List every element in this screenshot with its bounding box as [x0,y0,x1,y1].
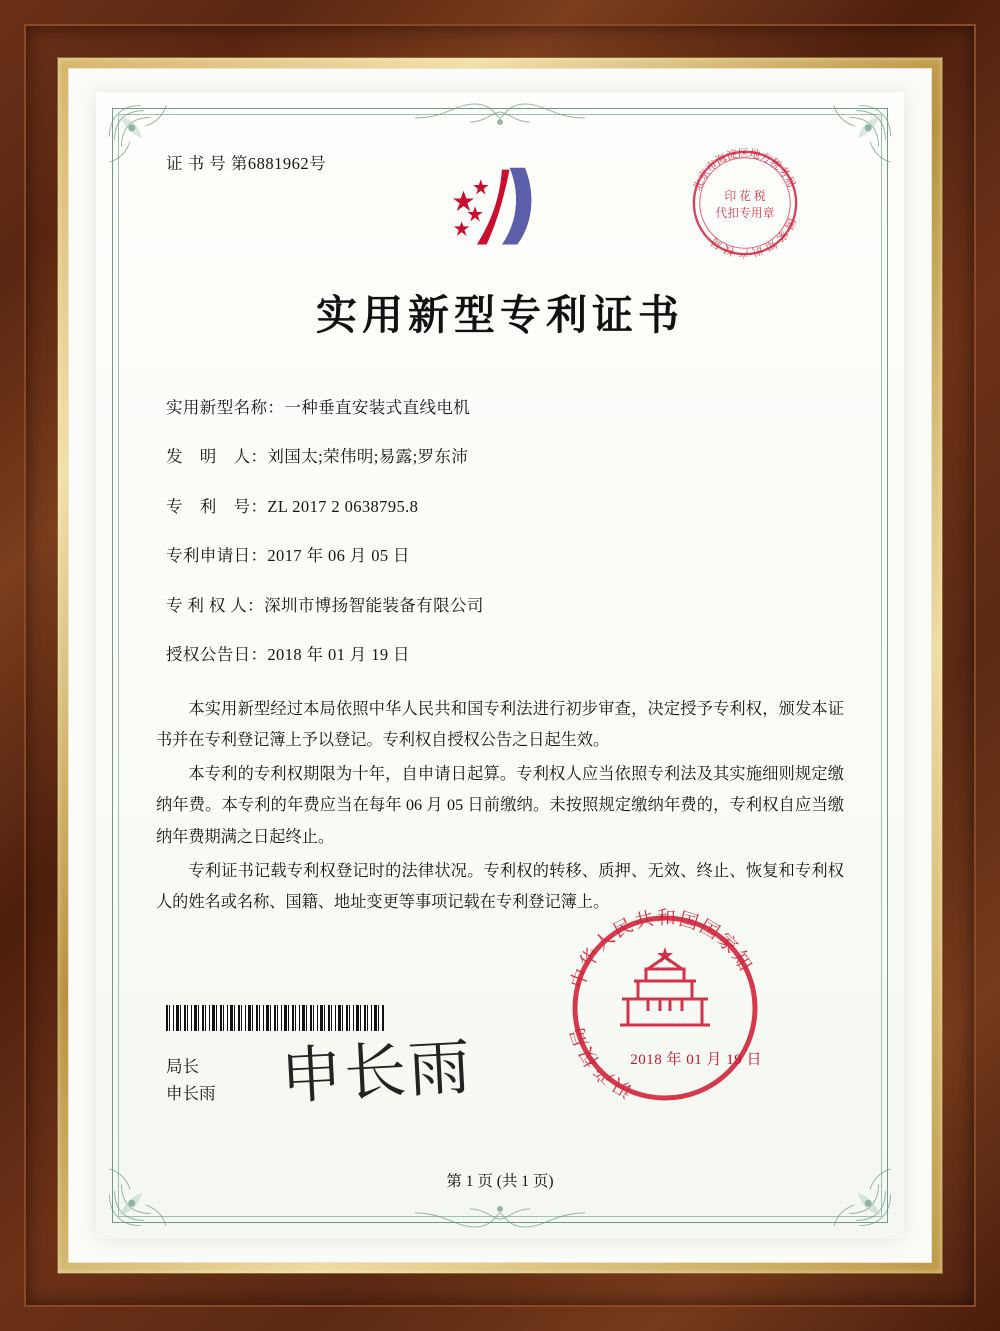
svg-text:中华人民共和国国家知: 中华人民共和国国家知 [567,907,757,992]
field-label: 实用新型名称： [166,398,285,417]
field-label: 专 利 号： [166,496,268,516]
field-row-grant-date [166,644,848,665]
legal-text [156,694,844,919]
legal-paragraph: 本实用新型经过本局依照中华人民共和国专利法进行初步审查，决定授予专利权，颁发本证书并在专利登记簿上予以登记。专利权自授权公告之日起生效。 [156,699,844,750]
certificate-content [152,138,848,1199]
certificate-number: 证 书 号 第6881962号 [166,154,327,173]
handwritten-signature: 申长雨 [278,1030,475,1113]
svg-text:北京市海淀区地方税务局: 北京市海淀区地方税务局 [691,147,798,193]
svg-text:国 家 知 识 产 权 局: 国 家 知 识 产 权 局 [708,216,798,259]
field-value: 2018 年 01 月 19 日 [267,645,410,665]
field-row-patentee [166,595,848,616]
field-label: 专利申请日： [166,546,268,566]
field-value: ZL 2017 2 0638795.8 [267,496,419,516]
field-row-utility-model-name [166,397,848,418]
border-top-ornament-icon [415,100,585,134]
signer-name: 申长雨 [166,1083,216,1103]
signer-block [166,1054,216,1107]
field-value: 一种垂直安装式直线电机 [284,398,471,417]
certificate-paper [96,92,904,1239]
svg-text:印 花 税: 印 花 税 [724,189,766,204]
field-value: 刘国太;荣伟明;易露;罗东沛 [267,447,469,467]
field-label: 专 利 权 人： [166,595,265,615]
field-row-application-date [166,545,848,566]
field-row-patent-number [166,496,848,517]
legal-paragraph: 本专利的专利权期限为十年，自申请日起算。专利权人应当依照专利法及其实施细则规定缴纳年费。本专利的年费应当在每年 06 月 05 日前缴纳。未按照规定缴纳年费的，专利权自应当缴纳年费期满之日起终止。 [156,764,844,846]
border-bottom-ornament-icon [415,1197,585,1231]
seal-date: 2018 年 01 月 19 日 [630,1052,762,1068]
field-label: 授权公告日： [166,645,268,665]
field-value: 2017 年 06 月 05 日 [267,546,410,566]
svg-text:识产权局: 识产权局 [566,1022,637,1101]
tax-stamp-seal-icon [686,144,804,262]
field-list [166,397,848,666]
page-footer: 第 1 页 (共 1 页) [446,1173,554,1190]
field-row-inventors [166,446,848,467]
svg-text:代扣专用章: 代扣专用章 [715,205,775,220]
national-ip-office-seal-icon [560,903,770,1113]
field-label: 发 明 人： [166,447,268,467]
legal-paragraph: 专利证书记载专利权登记时的法律状况。专利权的转移、质押、无效、终止、恢复和专利权人的姓名或名称、国籍、地址变更等事项记载在专利登记簿上。 [156,861,844,912]
field-value: 深圳市博扬智能装备有限公司 [264,595,484,615]
signer-title: 局长 [166,1057,199,1077]
page-title: 实用新型专利证书 [316,291,684,339]
